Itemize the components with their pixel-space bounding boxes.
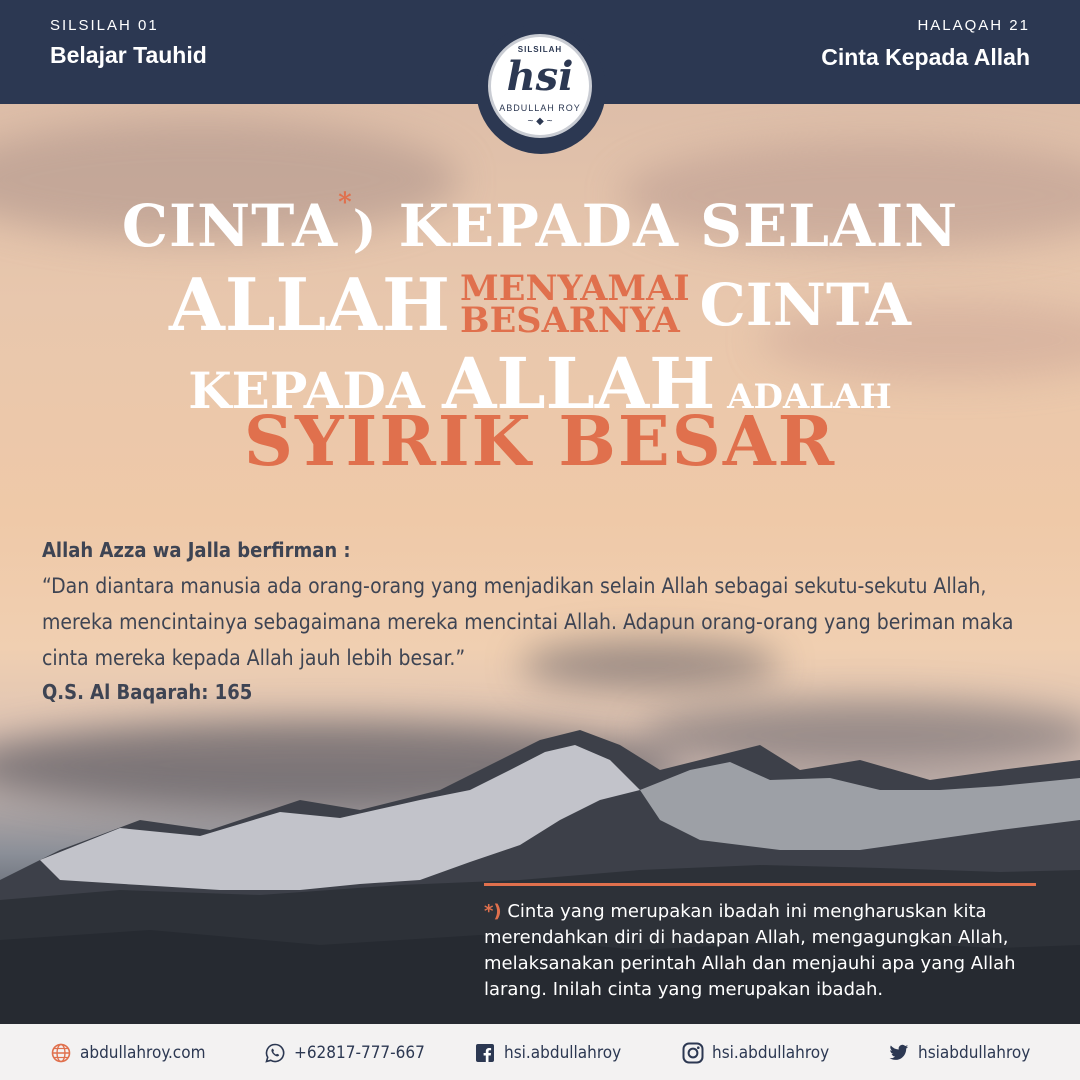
headline-kepada: KEPADA <box>188 361 443 420</box>
headline-cinta-2: CINTA <box>699 270 911 339</box>
website-link[interactable] <box>50 1042 205 1064</box>
instagram-text: hsi.abdullahroy <box>712 1043 830 1063</box>
headline-line-2 <box>0 262 1080 347</box>
facebook-link[interactable] <box>474 1042 621 1064</box>
headline-stack <box>460 267 690 341</box>
ornament-icon: ~ ◆ ~ <box>527 116 553 127</box>
headline-syirik-besar: SYIRIK BESAR <box>243 402 837 482</box>
headline-menyamai: MENYAMAI <box>460 267 690 309</box>
twitter-link[interactable] <box>888 1042 1030 1064</box>
twitter-text: hsiabdullahroy <box>918 1043 1031 1063</box>
headline-adalah: ADALAH <box>715 377 892 417</box>
headline-kepada-selain: KEPADA SELAIN <box>377 192 959 260</box>
logo-top-text: SILSILAH <box>517 45 563 54</box>
lesson-title: Cinta Kepada Allah <box>821 44 1030 70</box>
quote-text: “Dan diantara manusia ada orang-orang yang menjadikan selain Allah sebagai sekutu-sekutu Allah, mereka mencintainya sebagaimana mereka mencintai Allah. Adapun orang-orang yang beriman maka cinta mereka kepada Allah jauh lebih besar.” <box>42 574 1014 670</box>
footnote-star: * <box>338 188 353 218</box>
instagram-icon <box>682 1042 704 1064</box>
quote-intro: Allah Azza wa Jalla berfirman : <box>42 538 351 562</box>
logo-sub-text: ABDULLAH ROY <box>499 103 581 113</box>
series-title: Belajar Tauhid <box>50 42 207 68</box>
facebook-text: hsi.abdullahroy <box>504 1043 622 1063</box>
twitter-icon <box>888 1042 910 1064</box>
footnote <box>484 899 1040 1003</box>
lesson-label: HALAQAH 21 <box>917 17 1030 34</box>
footnote-paren: ) <box>352 199 378 258</box>
footnote-divider <box>484 883 1036 886</box>
phone-text: +62817-777-667 <box>294 1043 425 1063</box>
quote-reference: Q.S. Al Baqarah: 165 <box>42 680 253 704</box>
headline-line-1 <box>0 188 1080 260</box>
headline-allah-2: ALLAH <box>442 342 716 425</box>
whatsapp-icon <box>264 1042 286 1064</box>
footnote-text: Cinta yang merupakan ibadah ini mengharuskan kita merendahkan diri di hadapan Allah, mengagungkan Allah, melaksanakan perintah Allah dan menjauhi apa yang Allah larang. Inilah cinta yang merupakan ibadah. <box>484 901 1016 1000</box>
phone-link[interactable] <box>264 1042 425 1064</box>
instagram-link[interactable] <box>682 1042 829 1064</box>
headline-allah: ALLAH <box>169 262 451 347</box>
website-text: abdullahroy.com <box>80 1043 206 1063</box>
logo-main-text: hsi <box>506 53 574 100</box>
footnote-mark: *) <box>484 901 502 922</box>
headline-besarnya: BESARNYA <box>460 299 680 341</box>
quran-quote <box>42 538 1032 704</box>
facebook-icon <box>474 1042 496 1064</box>
footer-bar <box>0 1024 1080 1080</box>
series-label: SILSILAH 01 <box>50 17 159 34</box>
hsi-logo <box>488 34 592 138</box>
headline-cinta: CINTA <box>121 192 339 260</box>
globe-icon <box>50 1042 72 1064</box>
